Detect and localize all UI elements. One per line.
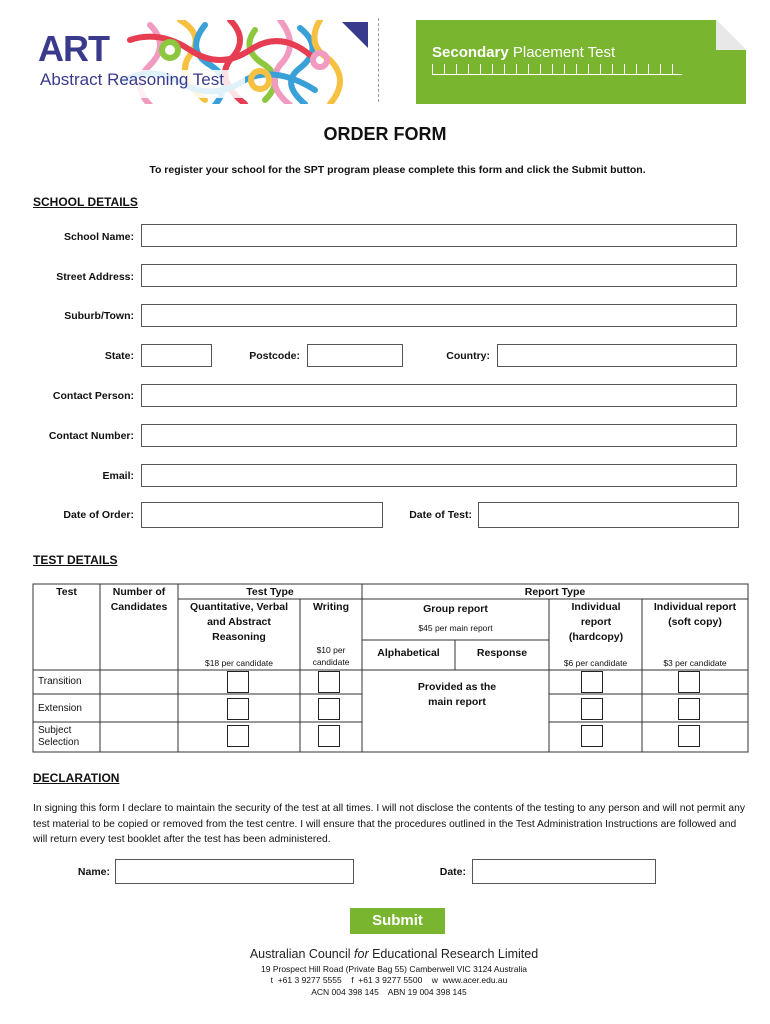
col-writing-header: Writing <box>313 601 349 613</box>
postcode-input[interactable] <box>307 344 403 367</box>
spt-title-bold: Secondary <box>432 44 509 61</box>
form-title: ORDER FORM <box>323 124 447 144</box>
col-indiv-softcopy-price: $3 per candidate <box>663 658 727 668</box>
country-input[interactable] <box>497 344 737 367</box>
date-of-order-label: Date of Order: <box>63 509 134 521</box>
col-group-price: $45 per main report <box>418 623 493 633</box>
col-qva-header: Quantitative, Verbal and Abstract Reasoning <box>189 601 289 643</box>
school-name-label: School Name: <box>63 231 134 243</box>
spt-banner <box>416 20 746 104</box>
postcode-label: Postcode: <box>249 350 300 362</box>
extension-qva-checkbox[interactable] <box>227 698 249 720</box>
footer-phones: t +61 3 9277 5555 f +61 3 9277 5500 w www.acer.edu.au <box>270 975 508 985</box>
declaration-name-input[interactable] <box>115 859 354 884</box>
footer-org-c: Educational Research Limited <box>368 947 539 961</box>
col-indiv-hardcopy-price: $6 per candidate <box>563 658 628 668</box>
declaration-heading: DECLARATION <box>33 771 120 785</box>
email-input[interactable] <box>141 464 737 487</box>
street-address-input[interactable] <box>141 264 737 287</box>
col-qva-price: $18 per candidate <box>204 658 274 668</box>
subject-selection-candidates-input[interactable] <box>101 723 177 751</box>
transition-softcopy-checkbox[interactable] <box>678 671 700 693</box>
col-indiv-softcopy-header: Individual report (soft copy) <box>653 601 737 628</box>
row-label-subject-selection: Subject Selection <box>38 725 80 748</box>
submit-button[interactable]: Submit <box>350 908 445 934</box>
footer-address: 19 Prospect Hill Road (Private Bag 55) Camberwell VIC 3124 Australia <box>261 964 527 974</box>
extension-writing-checkbox[interactable] <box>318 698 340 720</box>
date-of-test-label: Date of Test: <box>409 509 472 521</box>
subject-selection-softcopy-checkbox[interactable] <box>678 725 700 747</box>
school-details-heading: SCHOOL DETAILS <box>33 195 138 209</box>
art-title: ART <box>38 28 109 69</box>
footer-org-name <box>0 947 770 961</box>
col-report-type-header: Report Type <box>524 586 586 598</box>
test-details-heading: TEST DETAILS <box>33 553 118 567</box>
col-test-header: Test <box>56 586 77 598</box>
suburb-input[interactable] <box>141 304 737 327</box>
footer-org-a: Australian Council <box>249 947 355 961</box>
date-of-order-input[interactable] <box>141 502 383 528</box>
col-writing-price: $10 per candidate <box>312 645 350 667</box>
street-address-label: Street Address: <box>56 271 134 283</box>
col-indiv-hardcopy-header: Individual report (hardcopy) <box>568 601 624 643</box>
school-name-input[interactable] <box>141 224 737 247</box>
art-side-ruler <box>378 18 381 102</box>
transition-candidates-input[interactable] <box>101 671 177 693</box>
state-label: State: <box>104 350 134 362</box>
transition-qva-checkbox[interactable] <box>227 671 249 693</box>
contact-person-input[interactable] <box>141 384 737 407</box>
declaration-name-label: Name: <box>77 866 110 878</box>
col-group-header: Group report <box>423 603 488 615</box>
subject-selection-writing-checkbox[interactable] <box>318 725 340 747</box>
suburb-label: Suburb/Town: <box>64 310 134 322</box>
col-number-header: Number of Candidates <box>110 586 168 613</box>
art-banner <box>30 20 370 104</box>
email-label: Email: <box>102 470 134 482</box>
col-response-header: Response <box>476 647 528 659</box>
row-label-extension: Extension <box>38 703 82 714</box>
spt-corner-fold <box>416 20 746 104</box>
footer-acn-abn: ACN 004 398 145 ABN 19 004 398 145 <box>311 987 467 997</box>
provided-as-main-report: Provided as the main report <box>417 681 497 708</box>
extension-hardcopy-checkbox[interactable] <box>581 698 603 720</box>
declaration-date-label: Date: <box>439 866 466 878</box>
subject-selection-qva-checkbox[interactable] <box>227 725 249 747</box>
state-input[interactable] <box>141 344 212 367</box>
declaration-text: In signing this form I declare to maintain the security of the test at all times. I will not disclose the contents of the testing to any person and will not permit any test material to be copied or removed from the test centre. I will ensure that the procedures outlined in the Test Administration Instructions are followed and will return every test booklet after the test has been administered. <box>33 803 745 845</box>
spt-ruler <box>432 64 682 75</box>
col-alphabetical-header: Alphabetical <box>377 647 440 659</box>
date-of-test-input[interactable] <box>478 502 739 528</box>
extension-candidates-input[interactable] <box>101 695 177 721</box>
transition-hardcopy-checkbox[interactable] <box>581 671 603 693</box>
form-intro: To register your school for the SPT program please complete this form and click the Submit button. <box>149 164 646 176</box>
art-subtitle: Abstract Reasoning Test <box>40 70 224 89</box>
country-label: Country: <box>446 350 490 362</box>
spt-title <box>432 44 615 61</box>
spt-title-rest: Placement Test <box>508 44 616 61</box>
contact-person-label: Contact Person: <box>52 390 134 402</box>
contact-number-label: Contact Number: <box>48 430 134 442</box>
transition-writing-checkbox[interactable] <box>318 671 340 693</box>
contact-number-input[interactable] <box>141 424 737 447</box>
footer-org-b: for <box>354 947 369 961</box>
row-label-transition: Transition <box>38 676 82 687</box>
col-test-type-header: Test Type <box>246 586 294 598</box>
extension-softcopy-checkbox[interactable] <box>678 698 700 720</box>
subject-selection-hardcopy-checkbox[interactable] <box>581 725 603 747</box>
declaration-date-input[interactable] <box>472 859 656 884</box>
